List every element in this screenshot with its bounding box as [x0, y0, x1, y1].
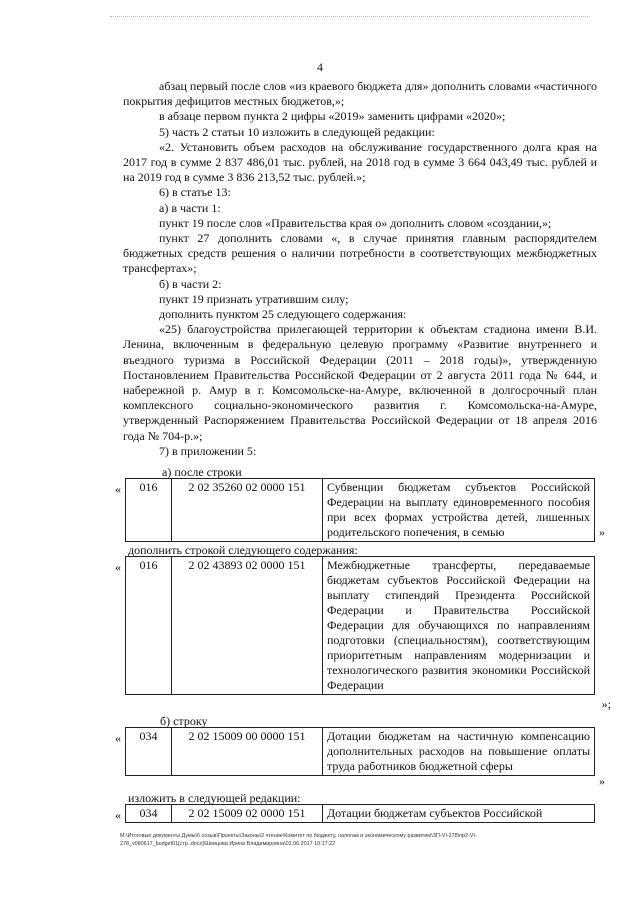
top-dotted-line	[110, 16, 590, 17]
paragraph-12: «25) благоустройства прилегающей территории к объектам стадиона имени В.И. Ленина, включенным в федеральную целевую программу «Развитие внутреннего и въездного туризма в Российской Федерации (2011 – 2018 годы)», утвержденную Постановлением Правительства Российской Федерации от 2 августа 2011 года № 644, и набережной р. Амур в г. Комсомольске-на-Амуре, включенной в долгосрочный план комплексного социально-экономического развития г. Комсомольска-на-Амуре, утвержденный Распоряжением Правительства Российской Федерации от 18 апреля 2016 года № 704-р.»;	[123, 322, 597, 443]
paragraph-1: абзац первый после слов «из краевого бюджета для» дополнить словами «частичного покрытия дефицитов местных бюджетов,»;	[123, 79, 597, 109]
budget-row-4	[125, 804, 595, 823]
quote-close: »	[599, 525, 605, 539]
restate-label: изложить в следующей редакции:	[128, 791, 301, 805]
row-block-2	[115, 556, 611, 714]
row-code: 016	[126, 557, 172, 695]
row-kbk: 2 02 43893 02 0000 151	[172, 557, 323, 695]
row-block-3	[115, 727, 605, 791]
quote-close-semicolon: »;	[601, 697, 611, 711]
paragraph-3: 5) часть 2 статьи 10 изложить в следующей редакции:	[159, 124, 435, 139]
quote-open: «	[115, 808, 121, 822]
row-description: Межбюджетные трансферты, передаваемые бюджетам субъектов Российской Федерации на выплату стипендий Президента Российской Федерации и Правительства Российской Федерации для обучающихся по направлениям подготовки (специальностям), соответствующим приоритетным направлениям модернизации и технологического развития экономики Российской Федерации	[323, 557, 595, 695]
row-code: 034	[126, 805, 172, 823]
paragraph-11: дополнить пунктом 25 следующего содержания:	[159, 307, 407, 322]
row-block-4	[115, 804, 605, 824]
paragraph-7: пункт 19 после слов «Правительства края о» дополнить словом «создании,»;	[159, 215, 552, 230]
footer-line-2: 278_v080617_budget01[стр..docx]\Шевцова Ирина Владимировна\02.06.2017 10:17:22	[120, 841, 336, 847]
budget-row-3	[125, 727, 595, 776]
budget-row-1	[125, 478, 595, 542]
row-description: Дотации бюджетам на частичную компенсацию дополнительных расходов на повышение оплаты труда работников бюджетной сферы	[323, 728, 595, 776]
row-kbk: 2 02 15009 02 0000 151	[172, 805, 323, 823]
row-code: 016	[126, 479, 172, 542]
quote-open: «	[115, 560, 121, 574]
row-kbk: 2 02 15009 00 0000 151	[172, 728, 323, 776]
row-block-1	[115, 478, 605, 542]
paragraph-10: пункт 19 признать утратившим силу;	[159, 291, 349, 306]
budget-row-2	[125, 556, 595, 695]
section-b-label: б) строку	[160, 714, 208, 728]
document-body	[123, 79, 597, 459]
paragraph-8: пункт 27 дополнить словами «, в случае принятия главным распорядителем бюджетных средств решения о наличии потребности в соответствующих межбюджетных трансфертах»;	[123, 231, 597, 276]
row-code: 034	[126, 728, 172, 776]
section-a-label: а) после строки	[162, 465, 242, 479]
paragraph-4: «2. Установить объем расходов на обслуживание государственного долга края на 2017 год в сумме 2 837 486,01 тыс. рублей, на 2018 год в сумме 3 664 043,49 тыс. рублей и на 2019 год в сумме 3 836 213,52 тыс. рублей.»;	[123, 139, 597, 185]
paragraph-6: а) в части 1:	[159, 200, 221, 215]
paragraph-2: в абзаце первом пункта 2 цифры «2019» заменить цифрами «2020»;	[159, 109, 506, 124]
paragraph-5: 6) в статье 13:	[159, 185, 231, 200]
quote-open: «	[115, 482, 121, 496]
paragraph-9: б) в части 2:	[159, 276, 222, 291]
footer-line-1: M:\Итоговые документы Думы\6 созыв\Проекты\Законы\2 чтение\Комитет по бюджету, налогам и экономическому развитию\ЗП-VI-278\пр2-VI-	[120, 833, 477, 839]
page-number: 4	[317, 60, 323, 74]
row-description: Дотации бюджетам субъектов Российской	[323, 805, 595, 823]
quote-open: «	[115, 731, 121, 745]
file-path-footer	[120, 832, 590, 848]
add-row-label: дополнить строкой следующего содержания:	[128, 543, 358, 557]
quote-close: »	[599, 774, 605, 788]
row-kbk: 2 02 35260 02 0000 151	[172, 479, 323, 542]
row-description: Субвенции бюджетам субъектов Российской Федерации на выплату единовременного пособия при всех формах устройства детей, лишенных родительского попечения, в семью	[323, 479, 595, 542]
paragraph-13: 7) в приложении 5:	[159, 443, 257, 458]
